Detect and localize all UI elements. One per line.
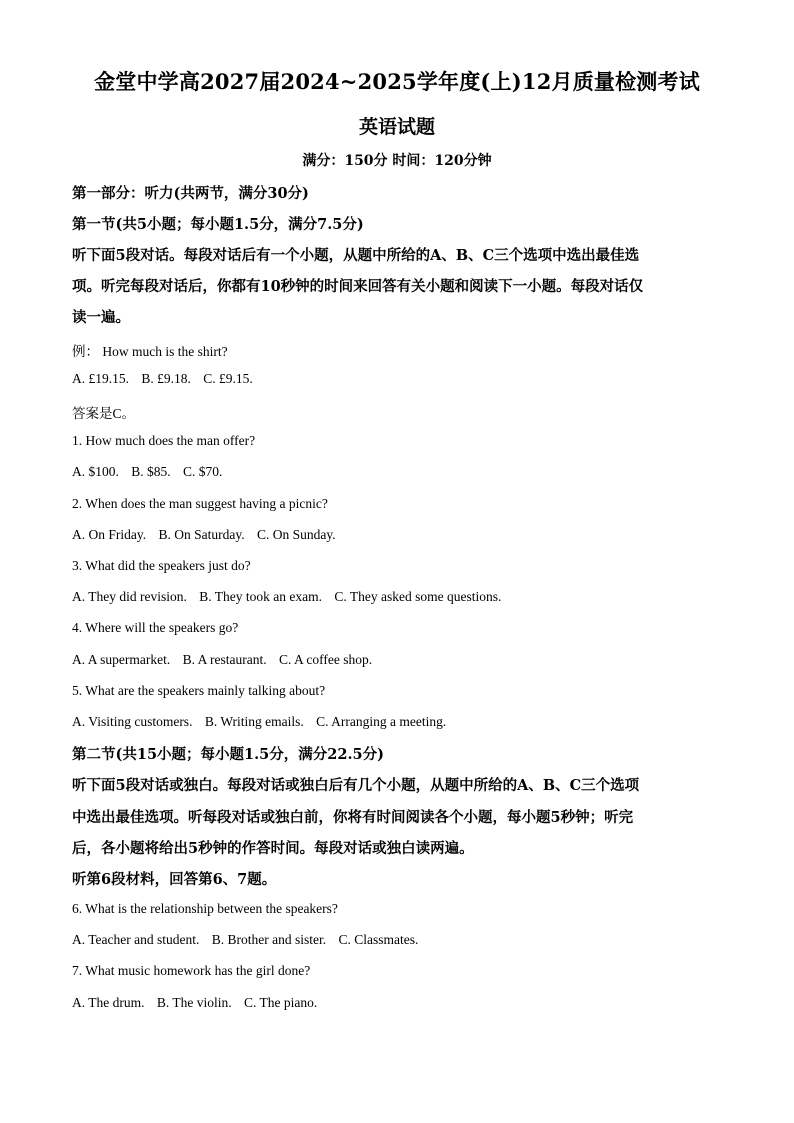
option: B. They took an exam. bbox=[199, 589, 322, 604]
option: C. The piano. bbox=[244, 995, 318, 1010]
option: A. $100. bbox=[72, 464, 119, 479]
option: A. Visiting customers. bbox=[72, 714, 193, 729]
option: C. Arranging a meeting. bbox=[316, 714, 447, 729]
question-text: 6. What is the relationship between the speakers? bbox=[72, 901, 338, 916]
question-options bbox=[72, 995, 317, 1011]
option: A. They did revision. bbox=[72, 589, 187, 604]
option: C. £9.15. bbox=[203, 371, 253, 386]
exam-meta: 满分：150分 时间：120分钟 bbox=[302, 153, 492, 169]
material-heading: 听第6段材料，回答第6、7题。 bbox=[72, 871, 277, 888]
example-answer: 答案是C。 bbox=[72, 406, 136, 421]
section1-instruction-line: 读一遍。 bbox=[72, 309, 130, 326]
option: C. A coffee shop. bbox=[278, 652, 373, 667]
option: B. Brother and sister. bbox=[211, 932, 327, 947]
question-options bbox=[72, 714, 446, 730]
question-text: 3. What did the speakers just do? bbox=[72, 558, 251, 573]
example-question: 例： How much is the shirt? bbox=[72, 344, 228, 359]
section2-title: 第二节(共15小题；每小题1.5分，满分22.5分) bbox=[72, 746, 384, 763]
section1-title: 第一节(共5小题；每小题1.5分，满分7.5分) bbox=[72, 216, 364, 233]
section2-instruction-line: 听下面5段对话或独白。每段对话或独白后有几个小题，从题中所给的A、B、C三个选项 bbox=[72, 777, 640, 794]
question-options bbox=[72, 527, 336, 543]
exam-subtitle: 英语试题 bbox=[358, 116, 435, 138]
exam-title: 金堂中学高2027届2024~2025学年度(上)12月质量检测考试 bbox=[94, 69, 700, 94]
option: A. On Friday. bbox=[72, 527, 147, 542]
section1-instruction-line: 听下面5段对话。每段对话后有一个小题，从题中所给的A、B、C三个选项中选出最佳选 bbox=[72, 247, 640, 264]
option: B. The violin. bbox=[156, 995, 232, 1010]
section2-instruction-line: 中选出最佳选项。听每段对话或独白前，你将有时间阅读各个小题，每小题5秒钟；听完 bbox=[72, 809, 634, 826]
question-text: 4. Where will the speakers go? bbox=[72, 620, 239, 635]
question-text: 5. What are the speakers mainly talking about? bbox=[72, 683, 326, 698]
option: B. Writing emails. bbox=[204, 714, 304, 729]
part1-title: 第一部分：听力(共两节，满分30分) bbox=[72, 185, 309, 202]
option: B. $85. bbox=[131, 464, 171, 479]
option: C. They asked some questions. bbox=[334, 589, 502, 604]
option: C. $70. bbox=[183, 464, 223, 479]
option: B. A restaurant. bbox=[182, 652, 267, 667]
question-text: 2. When does the man suggest having a picnic? bbox=[72, 496, 328, 511]
question-options bbox=[72, 652, 372, 668]
question-text: 1. How much does the man offer? bbox=[72, 433, 256, 448]
option: B. On Saturday. bbox=[158, 527, 245, 542]
option: C. Classmates. bbox=[338, 932, 419, 947]
option: C. On Sunday. bbox=[257, 527, 336, 542]
option: B. £9.18. bbox=[141, 371, 191, 386]
option: A. A supermarket. bbox=[72, 652, 171, 667]
section1-instruction-line: 项。听完每段对话后，你都有10秒钟的时间来回答有关小题和阅读下一小题。每段对话仅 bbox=[72, 278, 644, 295]
option: A. £19.15. bbox=[72, 371, 129, 386]
option: A. Teacher and student. bbox=[72, 932, 200, 947]
example-options bbox=[72, 371, 253, 387]
section2-instruction-line: 后，各小题将给出5秒钟的作答时间。每段对话或独白读两遍。 bbox=[72, 840, 474, 857]
question-options bbox=[72, 589, 501, 605]
question-options bbox=[72, 932, 418, 948]
question-options bbox=[72, 464, 222, 480]
question-text: 7. What music homework has the girl done? bbox=[72, 963, 311, 978]
option: A. The drum. bbox=[72, 995, 145, 1010]
